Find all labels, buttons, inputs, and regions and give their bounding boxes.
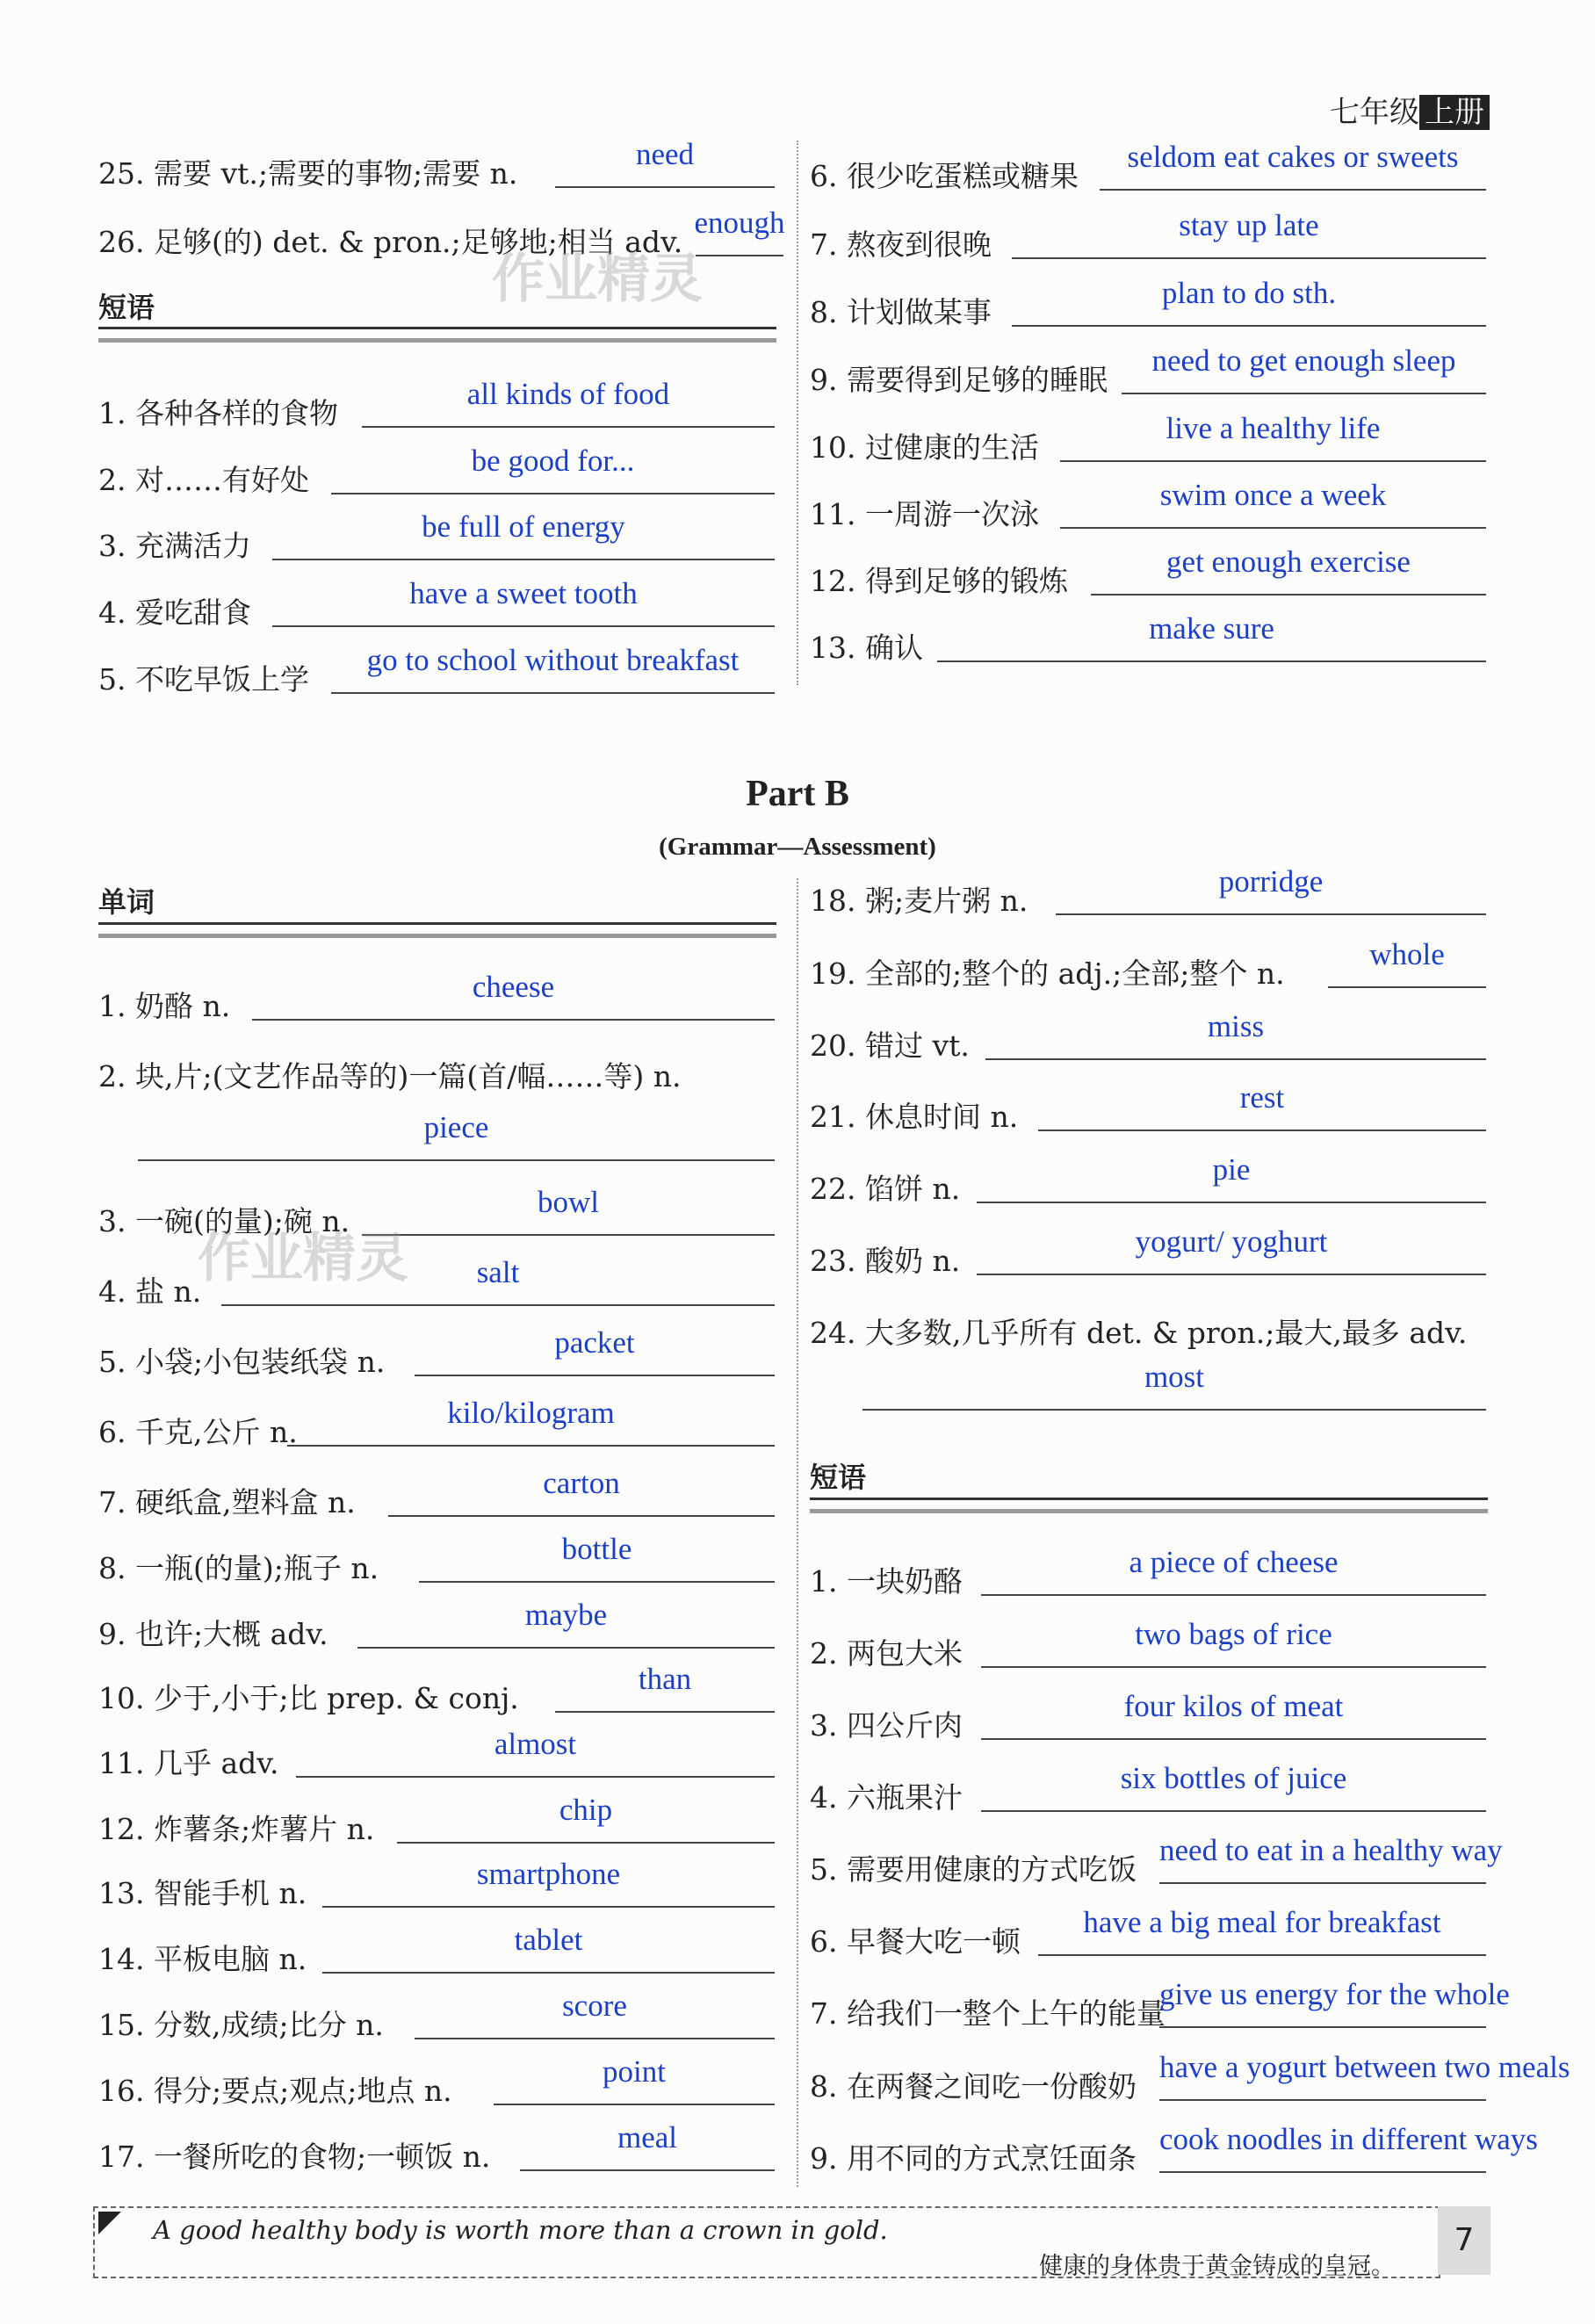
answer: bowl <box>538 1185 599 1219</box>
answer-line <box>981 1738 1486 1740</box>
answer-line <box>985 1058 1486 1060</box>
answer-line <box>1159 2026 1486 2028</box>
answer-line <box>1038 1130 1486 1131</box>
answer: whole <box>1369 937 1445 971</box>
answer-line <box>415 1375 775 1376</box>
answer: have a big meal for breakfast <box>1083 1905 1441 1939</box>
question-text: 19. 全部的;整个的 adj.;全部;整个 n. <box>810 956 1285 991</box>
question-text: 1. 奶酪 n. <box>98 989 231 1023</box>
answer: yogurt/ yoghurt <box>1135 1224 1328 1259</box>
answer-line <box>977 1202 1486 1203</box>
answer-line <box>138 1159 775 1161</box>
question-text: 8. 一瓶(的量);瓶子 n. <box>98 1551 379 1585</box>
answer: almost <box>494 1727 577 1761</box>
answer: six bottles of juice <box>1120 1761 1347 1795</box>
answer-line <box>520 2169 775 2171</box>
answer-line <box>981 1594 1486 1596</box>
grade-label: 七年级 上册 <box>1330 88 1490 131</box>
answer-line <box>1056 913 1486 915</box>
answer: meal <box>617 2120 678 2154</box>
question-text: 6. 千克,公斤 n. <box>98 1415 298 1449</box>
question-text: 2. 块,片;(文艺作品等的)一篇(首/幅……等) n. <box>98 1059 682 1093</box>
question-text: 3. 一碗(的量);碗 n. <box>98 1204 350 1238</box>
answer-line <box>981 1666 1486 1668</box>
question-text: 9. 也许;大概 adv. <box>98 1617 328 1651</box>
answer: packet <box>554 1325 635 1360</box>
answer-line <box>388 1515 775 1517</box>
question-text: 15. 分数,成绩;比分 n. <box>98 2008 384 2042</box>
answer: a piece of cheese <box>1129 1545 1339 1579</box>
answer-line <box>494 2104 775 2105</box>
answer-line <box>555 186 775 188</box>
answer-line <box>1159 2099 1486 2101</box>
answer: need <box>635 137 695 171</box>
question-text: 1. 一块奶酪 <box>810 1564 963 1599</box>
answer: maybe <box>524 1598 608 1632</box>
question-text: 2. 两包大米 <box>810 1636 963 1671</box>
question-text: 8. 在两餐之间吃一份酸奶 <box>810 2069 1137 2104</box>
answer: cook noodles in different ways <box>1159 2122 1538 2156</box>
answer-line <box>419 1581 775 1583</box>
question-text: 10. 少于,小于;比 prep. & conj. <box>98 1681 519 1715</box>
question-text: 5. 需要用健康的方式吃饭 <box>810 1852 1137 1887</box>
answer-line <box>322 1972 775 1974</box>
answer-line <box>221 1304 775 1306</box>
section-rule <box>98 327 776 343</box>
section-heading: 单词 <box>98 885 155 919</box>
answer: most <box>1144 1360 1205 1394</box>
answer-line <box>1159 1882 1486 1884</box>
answer: cheese <box>472 970 555 1004</box>
answer-line <box>397 1842 775 1844</box>
answer: give us energy for the whole <box>1159 1977 1510 2011</box>
question-text: 13. 智能手机 n. <box>98 1876 307 1910</box>
question-text: 12. 炸薯条;炸薯片 n. <box>98 1812 375 1846</box>
question-text: 22. 馅饼 n. <box>810 1172 961 1206</box>
question-text: 23. 酸奶 n. <box>810 1244 961 1278</box>
answer: bottle <box>561 1532 632 1566</box>
answer: need to eat in a healthy way <box>1159 1833 1503 1867</box>
answer: rest <box>1239 1080 1285 1115</box>
answer-line <box>862 1409 1486 1411</box>
answer-line <box>362 1234 775 1236</box>
question-text: 21. 休息时间 n. <box>810 1100 1019 1134</box>
column-divider <box>797 878 798 2187</box>
answer: salt <box>476 1255 520 1289</box>
answer: miss <box>1207 1009 1265 1043</box>
triangle-icon <box>98 2212 121 2234</box>
answer: enough <box>694 206 785 240</box>
question-text: 9. 用不同的方式烹饪面条 <box>810 2141 1137 2176</box>
footer-quote: A good healthy body is worth more than a crown in gold. 健康的身体贵于黄金铸成的皇冠。 <box>93 2206 1440 2278</box>
page-number: 7 <box>1438 2206 1490 2275</box>
section-rule <box>810 1498 1488 1513</box>
question-text: 7. 给我们一整个上午的能量 <box>810 1996 1166 2031</box>
answer-line <box>1038 1954 1486 1956</box>
answer: porridge <box>1218 864 1324 899</box>
question-text: 16. 得分;要点;观点;地点 n. <box>98 2074 452 2108</box>
question-text: 5. 小袋;小包装纸袋 n. <box>98 1345 386 1379</box>
answer: chip <box>559 1793 613 1827</box>
answer: pie <box>1212 1152 1251 1187</box>
answer: point <box>603 2054 666 2089</box>
question-text: 24. 大多数,几乎所有 det. & pron.;最大,最多 adv. <box>810 1316 1468 1350</box>
question-text: 3. 四公斤肉 <box>810 1708 963 1743</box>
answer: carton <box>543 1466 620 1500</box>
answer-line <box>296 1776 775 1778</box>
answer-line <box>981 1810 1486 1812</box>
answer-line <box>415 2038 775 2039</box>
answer-line <box>357 1647 775 1649</box>
question-text: 6. 早餐大吃一顿 <box>810 1924 1021 1959</box>
section-heading: 短语 <box>98 291 155 324</box>
answer-line <box>1159 2171 1486 2173</box>
answer-line <box>555 1711 775 1713</box>
answer-line <box>252 1019 775 1021</box>
answer: two bags of rice <box>1135 1617 1332 1651</box>
answer: tablet <box>514 1923 583 1957</box>
part-subtitle: (Grammar—Assessment) <box>659 833 936 861</box>
question-text: 11. 几乎 adv. <box>98 1746 279 1780</box>
question-text: 4. 盐 n. <box>98 1274 202 1309</box>
answer-line <box>322 1906 775 1908</box>
section-heading: 短语 <box>810 1461 867 1494</box>
question-text: 20. 错过 vt. <box>810 1028 970 1063</box>
answer: four kilos of meat <box>1123 1689 1344 1723</box>
question-text: 18. 粥;麦片粥 n. <box>810 884 1028 918</box>
answer-line <box>287 1445 775 1447</box>
answer: smartphone <box>476 1857 621 1891</box>
answer: score <box>562 1988 627 2023</box>
answer: than <box>638 1662 692 1696</box>
part-title: Part B <box>746 774 849 814</box>
question-text: 4. 六瓶果汁 <box>810 1780 963 1815</box>
question-text: 14. 平板电脑 n. <box>98 1942 307 1976</box>
answer: piece <box>423 1110 489 1144</box>
answer-line <box>977 1274 1486 1275</box>
watermark: 作业精灵 <box>198 1228 408 1289</box>
answer: have a yogurt between two meals <box>1159 2050 1570 2084</box>
question-text: 7. 硬纸盒,塑料盒 n. <box>98 1485 356 1519</box>
answer: kilo/kilogram <box>447 1396 615 1430</box>
section-rule <box>98 922 776 938</box>
answer-line <box>1328 986 1486 988</box>
answer-line <box>696 255 783 256</box>
watermark: 作业精灵 <box>492 249 703 310</box>
question-text: 17. 一餐所吃的食物;一顿饭 n. <box>98 2140 491 2174</box>
